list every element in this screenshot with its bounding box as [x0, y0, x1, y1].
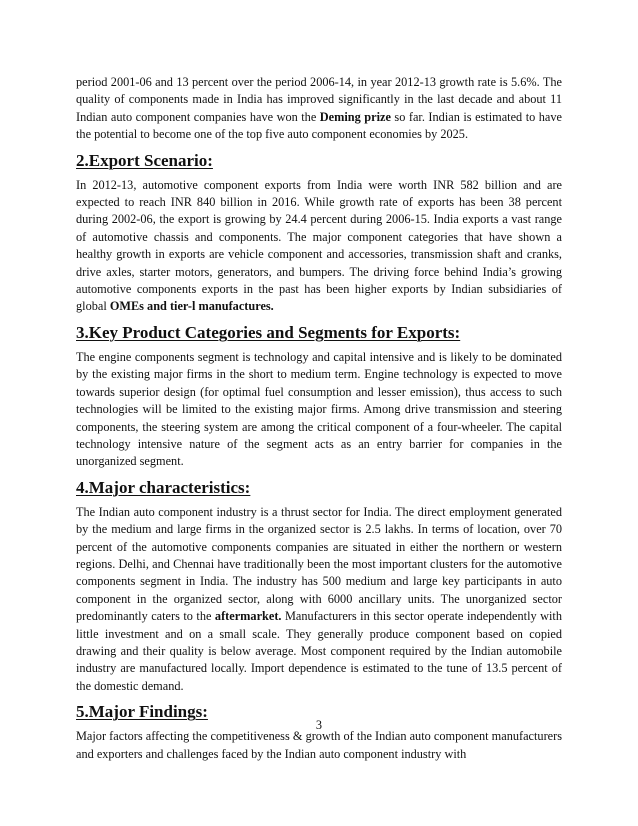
page-number: 3 — [315, 718, 323, 732]
characteristics-text-before: The Indian auto component industry is a thrust sector for India. The direct employment generated by the medium and large firms in the organized sector is 2.5 lakhs. In terms of location, over 70 percent of the automotive components companies are situated in either the northern or western regions. Delhi, and Chennai have traditionally been the most important clusters for the automotive components segment in India. The industry has 500 medium and large key participants in auto component in the organized sector, along with 6000 ancillary units. The unorganized sector predominantly caters to the — [76, 504, 562, 624]
intro-text-after: so far. Indian is estimated to have the potential to become one of the top five auto component economies by 2025. — [76, 109, 562, 142]
characteristics-bold: aftermarket. — [214, 609, 282, 624]
section-heading-major-characteristics: 4.Major characteristics: — [76, 477, 251, 497]
section-paragraph-major-findings — [76, 728, 562, 763]
document-page — [76, 74, 562, 763]
intro-text-before: period 2001-06 and 13 percent over the period 2006-14, in year 2012-13 growth rate is 5.6%. The quality of components made in India has improved significantly in the last decade and about 11 Indian auto component companies have won the — [76, 75, 562, 124]
export-text-before: In 2012-13, automotive component exports from India were worth INR 582 billion and are expected to reach INR 840 billion in 2016. While growth rate of exports has been 38 percent during 2002-06, the export is growing by 24.4 percent during 2006-15. India exports a vast range of automotive chassis and components. The major component categories that have shown a healthy growth in exports are vehicle component and accessories, transmission shaft and cranks, drive axles, starter motors, generators, and bumpers. The driving force behind India’s growing automotive components exports in the past has been higher exports by Indian subsidiaries of global — [76, 177, 562, 314]
categories-text: The engine components segment is technology and capital intensive and is likely to be dominated by the existing major firms in the short to medium term. Engine technology is expected to move towards superior design (for optimal fuel consumption and lesser emission), thus access to such technologies will be limited to the existing major firms. Among drive transmission and steering components, the steering system are among the critical component of a four-wheeler. The capital technology intensive nature of the segment acts as an entry barrier for companies in the unorganized segment. — [76, 349, 562, 469]
characteristics-text-after: Manufacturers in this sector operate independently with little investment and on a small scale. They generally produce component based on copied drawing and their quality is below average. Most component required by the Indian automobile industry are manufactured locally. Import dependence is estimated to the tune of 13.5 percent of the domestic demand. — [76, 609, 562, 693]
section-heading-export-scenario: 2.Export Scenario: — [76, 150, 213, 170]
section-paragraph-key-product-categories — [76, 349, 562, 471]
section-heading-major-findings: 5.Major Findings: — [76, 702, 208, 722]
section-paragraph-export-scenario — [76, 177, 562, 316]
export-bold: OMEs and tier-l manufactures. — [109, 299, 274, 314]
intro-paragraph — [76, 74, 562, 144]
findings-text: Major factors affecting the competitiveness & growth of the Indian auto component manufacturers and exporters and challenges faced by the Indian auto component industry with — [76, 729, 562, 761]
section-paragraph-major-characteristics — [76, 504, 562, 695]
intro-bold: Deming prize — [319, 109, 391, 124]
section-heading-key-product-categories: 3.Key Product Categories and Segments for Exports: — [76, 322, 461, 342]
